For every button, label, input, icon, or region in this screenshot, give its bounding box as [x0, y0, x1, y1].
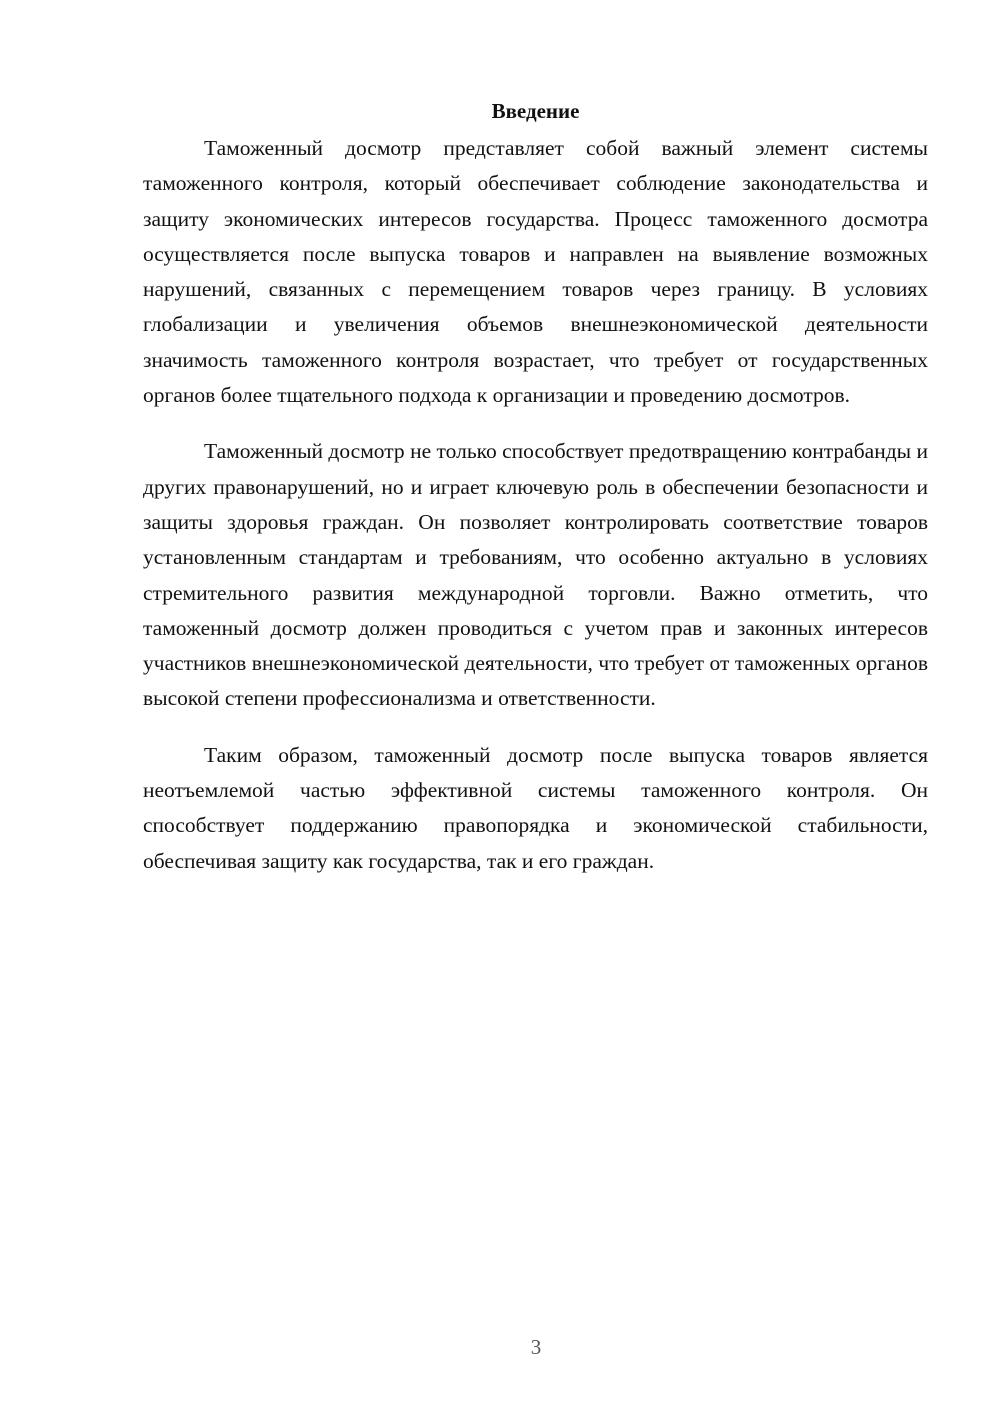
page-number: 3	[530, 1335, 542, 1359]
paragraph-3: Таким образом, таможенный досмотр после выпуска товаров является неотъемлемой частью эффективной системы таможенного контроля. Он способствует поддержанию правопорядка и экономической стабильности, обеспечивая защиту как государства, так и его граждан.	[143, 742, 928, 873]
section-title: Введение	[491, 99, 580, 123]
page-content	[143, 97, 928, 900]
paragraph-1: Таможенный досмотр представляет собой важный элемент системы таможенного контроля, который обеспечивает соблюдение законодательства и защиту экономических интересов государства. Процесс таможенного досмотра осуществляется после выпуска товаров и направлен на выявление возможных нарушений, связанных с перемещением товаров через границу. В условиях глобализации и увеличения объемов внешнеэкономической деятельности значимость таможенного контроля возрастает, что требует от государственных органов более тщательного подхода к организации и проведению досмотров.	[143, 136, 928, 408]
paragraph-2: Таможенный досмотр не только способствует предотвращению контрабанды и других правонарушений, но и играет ключевую роль в обеспечении безопасности и защиты здоровья граждан. Он позволяет контролировать соответствие товаров установленным стандартам и требованиям, что особенно актуально в условиях стремительного развития международной торговли. Важно отметить, что таможенный досмотр должен проводиться с учетом прав и законных интересов участников внешнеэкономической деятельности, что требует от таможенных органов высокой степени профессионализма и ответственности.	[143, 439, 928, 711]
